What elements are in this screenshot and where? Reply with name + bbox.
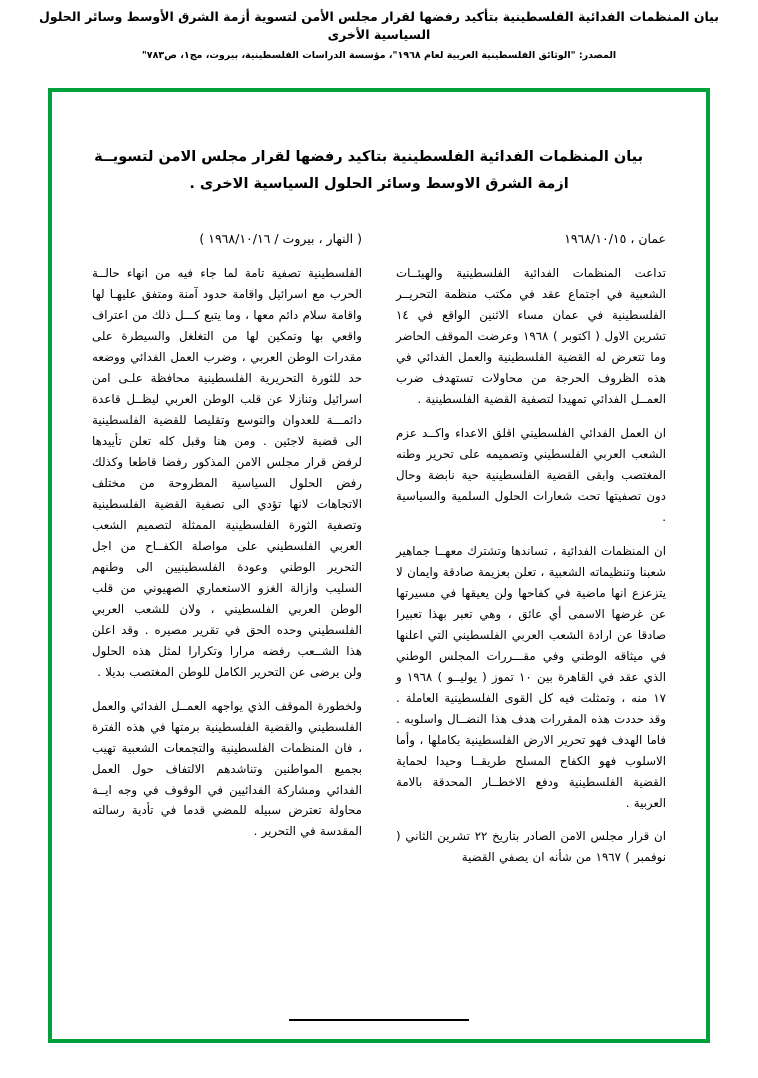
- document-frame: [48, 88, 710, 1043]
- paragraph: ان المنظمات الفدائية ، تساندها وتشترك معهــا جماهير شعبنا وتنظيماته الشعبية ، تعلن بعزيمة صادقة وايمان لا يتزعزع انها ماضية في كفاحها ولن يعيقها في مسيرتها عن غرضها الاسمى أي عائق ، وهي تعبر بهذا تعبيرا صادقا عن ارادة الشعب العربي الفلسطيني التي اعلنها في ميثاقه الوطني وفي مقـــررات المجلس الوطني الذي عقد في القاهرة بين ١٠ تموز ( يوليــو ) ١٩٦٨ و ١٧ منه ، وتمثلت فيه كل القوى الفلسطينية العاملة . وقد حددت هذه المقررات هدف هذا النضــال واسلوبه . فاما الهدف فهو تحرير الارض الفلسطينية بكاملها ، وأما الاسلوب فهو الكفاح المسلح طريقــا وحيدا لحماية القضية الفلسطينية ودفع الاخطــار المحدقة بالامة العربية .: [396, 543, 666, 810]
- paragraph: ولخطورة الموقف الذي يواجهه العمــل الفدائي والعمل الفلسطيني والقضية الفلسطينية برمتها في هذه الفترة ، فان المنظمات الفلسطينية والتجمعات الشعبية تهيب بجميع المواطنين وتناشدهم الالتفاف حول العمل الفدائي ومشاركة الفدائيين في الوقوف في وجه ايــة محاولة تعترض سبيله للمضي قدما في تأدية رسالته المقدسة في التحرير .: [92, 698, 362, 839]
- paragraph: تداعت المنظمات الفدائية الفلسطينية والهيئــات الشعبية في اجتماع عقد في مكتب منظمة التحريــر الفلسطينية في عمان مساء الاثنين الواقع في ١٤ تشرين الاول ( اكتوبر ) ١٩٦٨ وعرضت الموقف الحاضر وما تتعرض له القضية الفلسطينية والعمل الفدائي في هذه الظروف الحرجة من محاولات تستهدف ضرب العمــل الفدائي تمهيدا لتصفية القضية الفلسطينية .: [396, 265, 667, 406]
- document-header: [0, 0, 758, 61]
- paragraph: ان قرار مجلس الامن الصادر بتاريخ ٢٢ تشرين الثاني ( نوفمبر ) ١٩٦٧ من شأنه ان يصفي القضية: [396, 829, 666, 865]
- left-column: [92, 228, 362, 869]
- page-title-line-1: بيان المنظمات الفدائية الفلسطينية بتاكيد رفضها لقرار مجلس الامن لتسويــة: [94, 149, 644, 165]
- bottom-divider: [289, 1019, 469, 1021]
- paragraph: الفلسطينية تصفية تامة لما جاء فيه من انهاء حالــة الحرب مع اسرائيل واقامة حدود آمنة ومتفق عليهـا لها واقامة سلام دائم معها ، وما يتبع كـــل ذلك من اعتراف واقعي بها وتمكين لها من التغلغل والسيطرة على مقدرات الوطن العربي ، وضرب العمل الفدائي ووضعه حد للثورة التحريرية الفلسطينية محافظة علـى امن اسرائيل وتنازلا عن قلب الوطن العربي ليظــل قاعدة دائمـــة للعدوان والتوسع وتقليصا للقضية الفلسطينية الى قضية لاجئين . ومن هنا وقبل كله تعلن تأييدها لرفض قرار مجلس الامن المذكور رفضا قاطعا وكذلك رفض الحلول السياسية المطروحة من مختلف الاتجاهات لانها تؤدي الى تصفية القضية الفلسطينية وتصفية الثورة الفلسطينية الممثلة لتصميم الشعب العربي الفلسطيني على مواصلة الكفــاح من اجل التحرير الوطني وعودة الفلسطينيين الى وطنهم السليب وازالة الغزو الاستعماري الصهيوني من قلب الوطن العربي الفلسطيني ، ولان للشعب العربي الفلسطيني وحده الحق في تقرير مصيره . وقد اعلن هذا الشــعب رفضه مرارا وتكرارا لمثل هذه الحلول ولن يرضى عن التحرير الكامل للوطن المغتصب بديلا .: [92, 265, 362, 679]
- document-source-citation: المصدر: "الوثائق الفلسطينية العربية لعام ١٩٦٨"، مؤسسة الدراسات الفلسطينية، بيروت، مج١، ص٧٨٣": [141, 50, 617, 62]
- document-body: [52, 92, 706, 1039]
- paragraph: ان العمل الفدائي الفلسطيني اقلق الاعداء واكــد عزم الشعب العربي الفلسطيني وتصميمه على تحرير وطنه المغتصب وابقى القضية الفلسطينية حية نابضة وحال دون تصفيتها تحت شعارات الحلول السلمية والسياسية .: [396, 425, 666, 524]
- two-column-layout: [92, 228, 666, 869]
- left-column-dateline: ( النهار ، بيروت / ١٩٦٨/١٠/١٦ ): [199, 230, 362, 246]
- page-title-line-2: ازمة الشرق الاوسط وسائر الحلول السياسية الاخرى .: [189, 175, 569, 192]
- right-column: [396, 228, 666, 869]
- right-column-dateline: عمان ، ١٩٦٨/١٠/١٥: [564, 230, 666, 246]
- page-title: [94, 144, 644, 198]
- document-headline: بيان المنظمات الفدائية الفلسطينية بتأكيد رفضها لقرار مجلس الأمن لتسوية أزمة الشرق الأوسط وسائر الحلول السياسية الأخرى: [39, 9, 719, 43]
